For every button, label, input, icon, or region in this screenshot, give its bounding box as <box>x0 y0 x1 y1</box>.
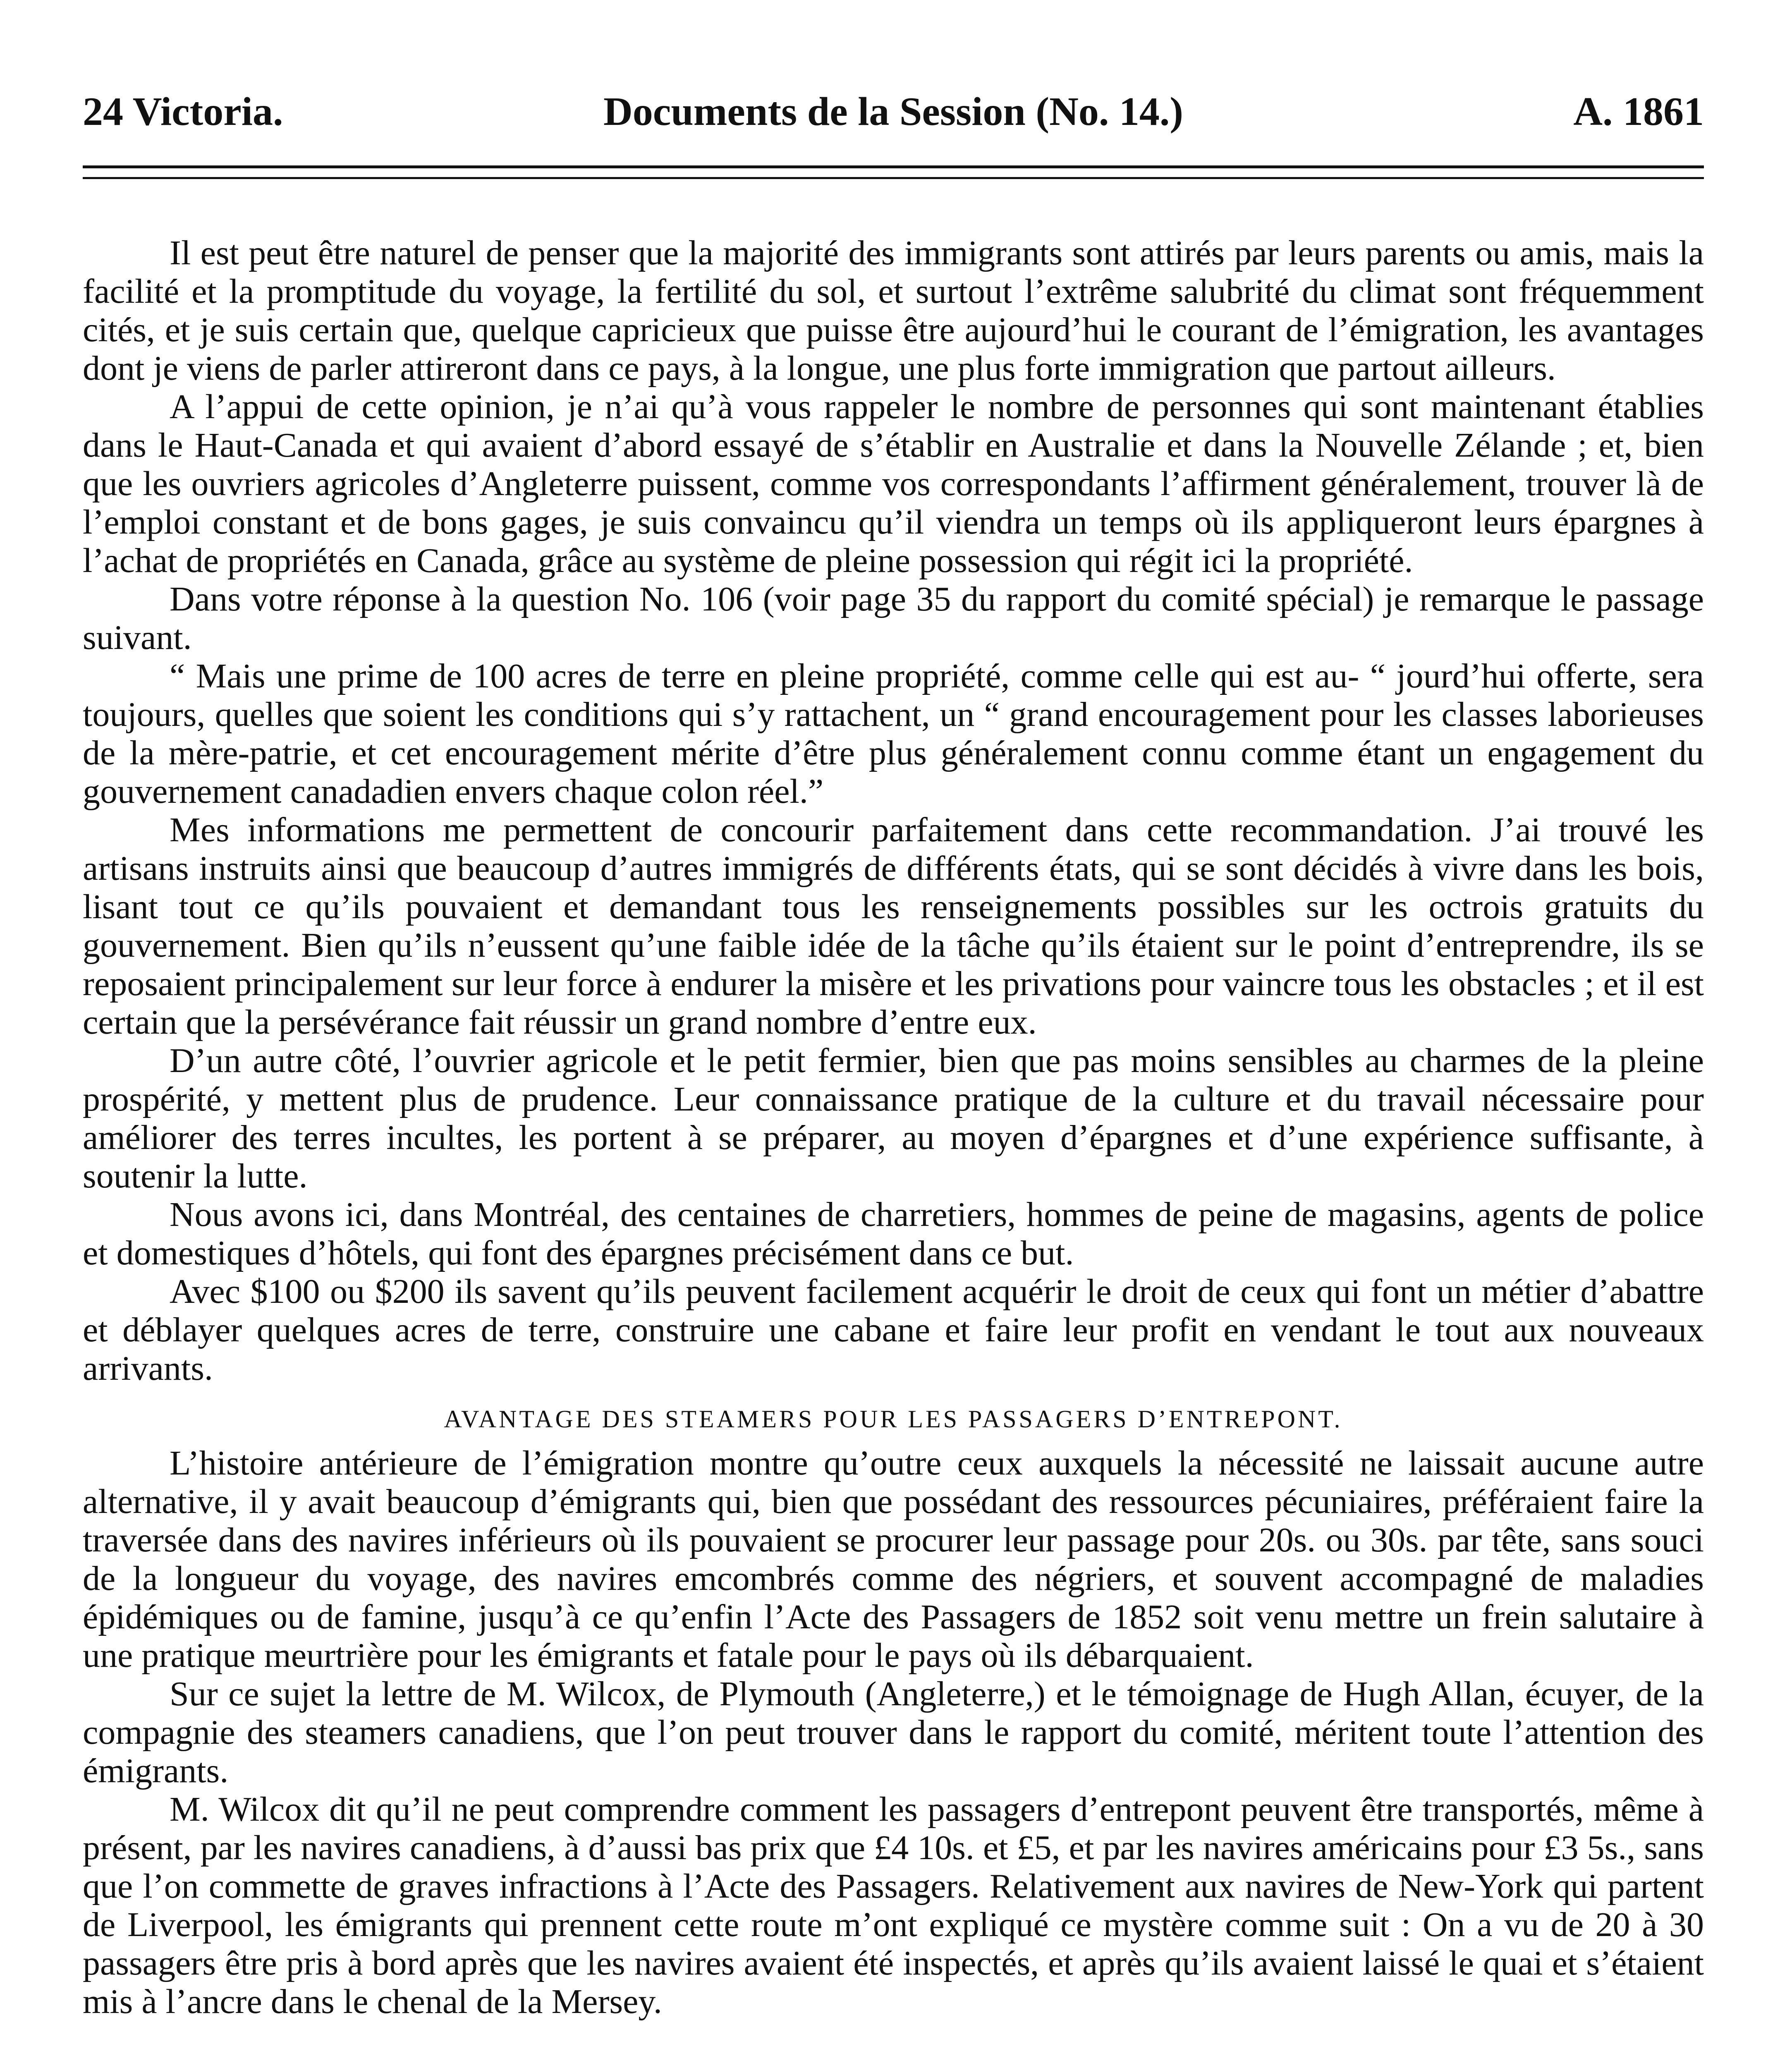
paragraph: Dans votre réponse à la question No. 106 (voir page 35 du rapport du comité spécial) je remarque le passage suivant. <box>83 580 1704 657</box>
paragraph: D’un autre côté, l’ouvrier agricole et le petit fermier, bien que pas moins sensibles au charmes de la pleine prospérité, y mettent plus de prudence. Leur connaissance pratique de la culture et du travail nécessaire pour améliorer des terres incultes, les portent à se préparer, au moyen d’épargnes et d’une expérience suffisante, à soutenir la lutte. <box>83 1041 1704 1195</box>
paragraph: Nous avons ici, dans Montréal, des centaines de charretiers, hommes de peine de magasins, agents de police et domestiques d’hôtels, qui font des épargnes précisément dans ce but. <box>83 1195 1704 1272</box>
paragraph: Avec $100 ou $200 ils savent qu’ils peuvent facilement acquérir le droit de ceux qui font un métier d’abattre et déblayer quelques acres de terre, construire une cabane et faire leur profit en vendant le tout aux nouveaux arrivants. <box>83 1272 1704 1388</box>
header-rule-thin <box>83 177 1704 179</box>
paragraph: Sur ce sujet la lettre de M. Wilcox, de Plymouth (Angleterre,) et le témoignage de Hugh Allan, écuyer, de la compagnie des steamers canadiens, que l’on peut trouver dans le rapport du comité, méritent toute l’attention des émigrants. <box>83 1675 1704 1790</box>
paragraph: L’histoire antérieure de l’émigration montre qu’outre ceux auxquels la nécessité ne laissait aucune autre alternative, il y avait beaucoup d’émigrants qui, bien que possédant des ressources pécuniaires, préféraient faire la traversée dans des navires inférieurs où ils pouvaient se procurer leur passage pour 20s. ou 30s. par tête, sans souci de la longueur du voyage, des navires emcombrés comme des négriers, et souvent accompagné de maladies épidémiques ou de famine, jusqu’à ce qu’enfin l’Acte des Passagers de 1852 soit venu mettre un frein salutaire à une pratique meurtrière pour les émigrants et fatale pour le pays où ils débarquaient. <box>83 1444 1704 1675</box>
header-year: A. 1861 <box>1573 89 1704 134</box>
paragraph: Il est peut être naturel de penser que la majorité des immigrants sont attirés par leurs parents ou amis, mais la facilité et la promptitude du voyage, la fertilité du sol, et surtout l’extrême salubrité du climat sont fréquemment cités, et je suis certain que, quelque capricieux que puisse être aujourd’hui le courant de l’émigration, les avantages dont je viens de parler attireront dans ce pays, à la longue, une plus forte immigration que partout ailleurs. <box>83 234 1704 388</box>
paragraph: Mes informations me permettent de concourir parfaitement dans cette recommandation. J’ai trouvé les artisans instruits ainsi que beaucoup d’autres immigrés de différents états, qui se sont décidés à vivre dans les bois, lisant tout ce qu’ils pouvaient et demandant tous les renseignements possibles sur les octrois gratuits du gouvernement. Bien qu’ils n’eussent qu’une faible idée de la tâche qu’ils étaient sur le point d’entreprendre, ils se reposaient principalement sur leur force à endurer la misère et les privations pour vaincre tous les obstacles ; et il est certain que la persévérance fait réussir un grand nombre d’entre eux. <box>83 811 1704 1041</box>
section-heading: AVANTAGE DES STEAMERS POUR LES PASSAGERS D’ENTREPONT. <box>444 1405 1343 1433</box>
page-header <box>83 81 1704 143</box>
header-rule-thick <box>83 165 1704 168</box>
header-title: Documents de la Session (No. 14.) <box>603 89 1183 134</box>
quoted-paragraph: “ Mais une prime de 100 acres de terre en pleine propriété, comme celle qui est au- “ jourd’hui offerte, sera toujours, quelles que soient les conditions qui s’y rattachent, un “ grand encouragement pour les classes laborieuses de la mère-patrie, et cet encouragement mérite d’être plus généralement connu comme étant un engagement du gouvernement canadadien envers chaque colon réel.” <box>83 657 1704 811</box>
paragraph: M. Wilcox dit qu’il ne peut comprendre comment les passagers d’entrepont peuvent être transportés, même à présent, par les navires canadiens, à d’aussi bas prix que £4 10s. et £5, et par les navires américains pour £3 5s., sans que l’on commette de graves infractions à l’Acte des Passagers. Relativement aux navires de New-York qui partent de Liverpool, les émigrants qui prennent cette route m’ont expliqué ce mystère comme suit : On a vu de 20 à 30 passagers être pris à bord après que les navires avaient été inspectés, et après qu’ils avaient laissé le quai et s’étaient mis à l’ancre dans le chenal de la Mersey. <box>83 1790 1704 2021</box>
header-volume: 24 Victoria. <box>83 89 283 134</box>
document-body <box>83 234 1704 2021</box>
paragraph: A l’appui de cette opinion, je n’ai qu’à vous rappeler le nombre de personnes qui sont maintenant établies dans le Haut-Canada et qui avaient d’abord essayé de s’établir en Australie et dans la Nouvelle Zélande ; et, bien que les ouvriers agricoles d’Angleterre puissent, comme vos correspondants l’affirment généralement, trouver là de l’emploi constant et de bons gages, je suis convaincu qu’il viendra un temps où ils appliqueront leurs épargnes à l’achat de propriétés en Canada, grâce au système de pleine possession qui régit ici la propriété. <box>83 388 1704 580</box>
